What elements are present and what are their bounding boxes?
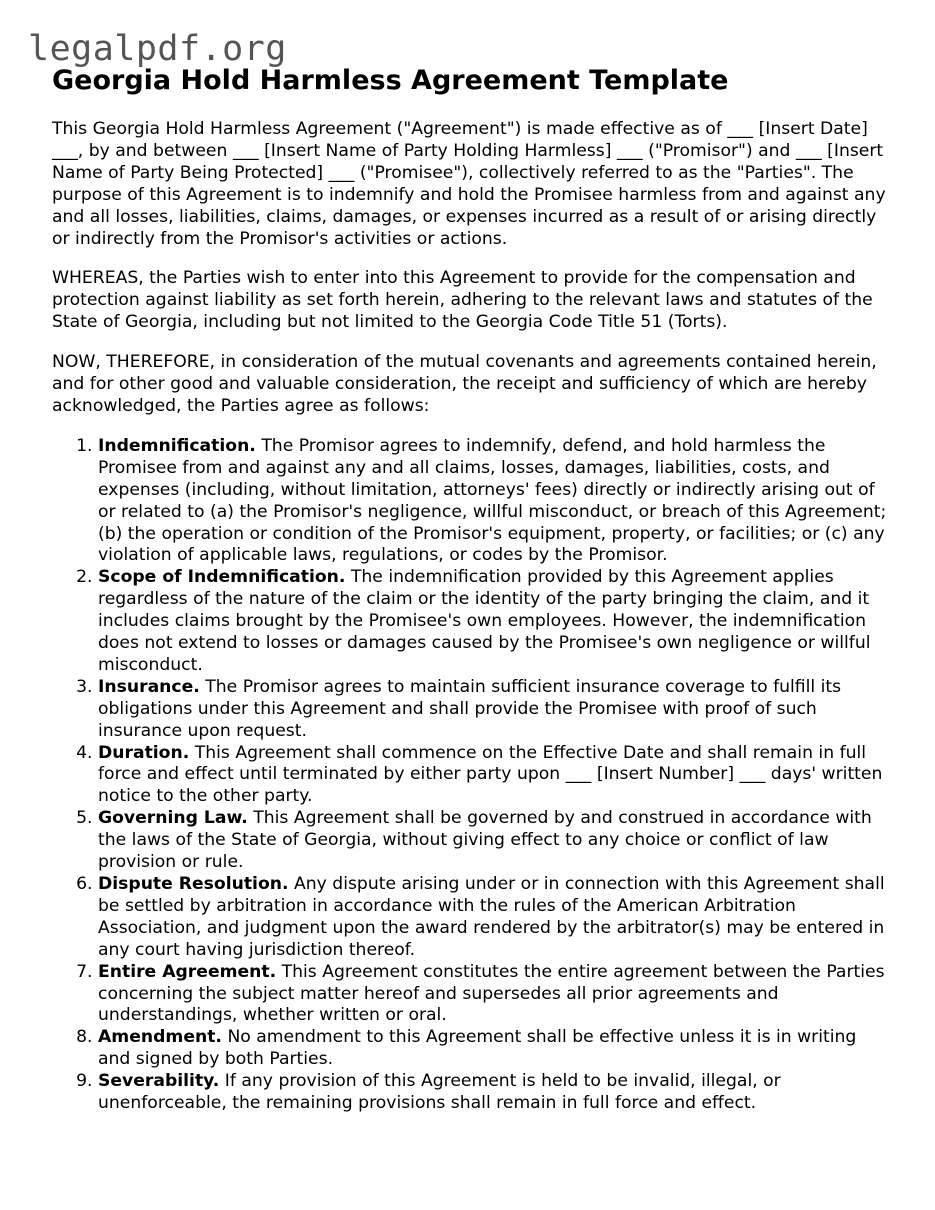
clause-heading: Scope of Indemnification. [98, 567, 346, 588]
clause-text: The indemnification provided by this Agreement applies regardless of the nature of the claim or the identity of the party bringing the claim, and it includes claims brought by the Promisee's own employees. However, the indemnification does not extend to losses or damages caused by the Promisee's own negligence or willful misconduct. [98, 567, 871, 675]
clause-heading: Indemnification. [98, 435, 256, 456]
clause-item-severability [98, 1071, 892, 1115]
clause-item-indemnification [98, 436, 892, 567]
intro-paragraph: This Georgia Hold Harmless Agreement ("Agreement") is made effective as of ___ [Insert Date] ___, by and between ___ [Insert Name of Party Holding Harmless] ___ ("Promisor") and ___ [Insert Name of Party Being Protected] ___ ("Promisee"), collectively referred to as the "Parties". The purpose of this Agreement is to indemnify and hold the Promisee harmless from and against any and all losses, liabilities, claims, damages, or expenses incurred as a result of or arising directly or indirectly from the Promisor's activities or actions. [52, 119, 886, 249]
document-body [52, 63, 892, 1115]
clause-text: The Promisor agrees to maintain sufficient insurance coverage to fulfill its obligations under this Agreement and shall provide the Promisee with proof of such insurance upon request. [98, 676, 842, 741]
clause-text: This Agreement constitutes the entire agreement between the Parties concerning the subject matter hereof and supersedes all prior agreements and understandings, whether written or oral. [98, 961, 885, 1026]
clause-text: Any dispute arising under or in connection with this Agreement shall be settled by arbitration in accordance with the rules of the American Arbitration Association, and judgment upon the award rendered by the arbitrator(s) may be entered in any court having jurisdiction thereof. [98, 874, 885, 960]
clause-item-governing-law [98, 808, 892, 874]
whereas-paragraph: WHEREAS, the Parties wish to enter into this Agreement to provide for the compensation and protection against liability as set forth herein, adhering to the relevant laws and statutes of the State of Georgia, including but not limited to the Georgia Code Title 51 (Torts). [52, 268, 873, 333]
clause-text: This Agreement shall commence on the Effective Date and shall remain in full force and effect until terminated by either party upon ___ [Insert Number] ___ days' written notice to the other party. [98, 742, 883, 807]
clause-item-scope [98, 567, 892, 677]
clause-text: This Agreement shall be governed by and construed in accordance with the laws of the State of Georgia, without giving effect to any choice or conflict of law provision or rule. [98, 808, 872, 873]
clause-item-amendment [98, 1027, 892, 1071]
clause-item-dispute-resolution [98, 874, 892, 962]
clause-item-entire-agreement [98, 962, 892, 1028]
clause-heading: Governing Law. [98, 808, 248, 829]
clause-heading: Insurance. [98, 676, 200, 697]
clause-item-duration [98, 743, 892, 809]
clause-text: If any provision of this Agreement is held to be invalid, illegal, or unenforceable, the remaining provisions shall remain in full force and effect. [98, 1071, 781, 1114]
watermark-logo: legalpdf.org [28, 29, 287, 69]
clause-heading: Amendment. [98, 1027, 222, 1048]
clause-list [52, 436, 892, 1115]
clause-heading: Entire Agreement. [98, 961, 277, 982]
document-title: Georgia Hold Harmless Agreement Template [52, 65, 729, 96]
clause-heading: Dispute Resolution. [98, 874, 289, 894]
therefore-paragraph: NOW, THEREFORE, in consideration of the mutual covenants and agreements contained herein, and for other good and valuable consideration, the receipt and sufficiency of which are hereby acknowledged, the Parties agree as follows: [52, 352, 877, 416]
clause-heading: Severability. [98, 1071, 220, 1092]
clause-heading: Duration. [98, 742, 190, 763]
clause-item-insurance [98, 677, 892, 743]
clause-text: No amendment to this Agreement shall be effective unless it is in writing and signed by both Parties. [98, 1027, 857, 1070]
clause-text: The Promisor agrees to indemnify, defend, and hold harmless the Promisee from and against any and all claims, losses, damages, liabilities, costs, and expenses (including, without limitation, attorneys' fees) directly or indirectly arising out of or related to (a) the Promisor's negligence, willful misconduct, or breach of this Agreement; (b) the operation or condition of the Promisor's equipment, property, or facilities; or (c) any violation of applicable laws, regulations, or codes by the Promisor. [98, 435, 887, 566]
